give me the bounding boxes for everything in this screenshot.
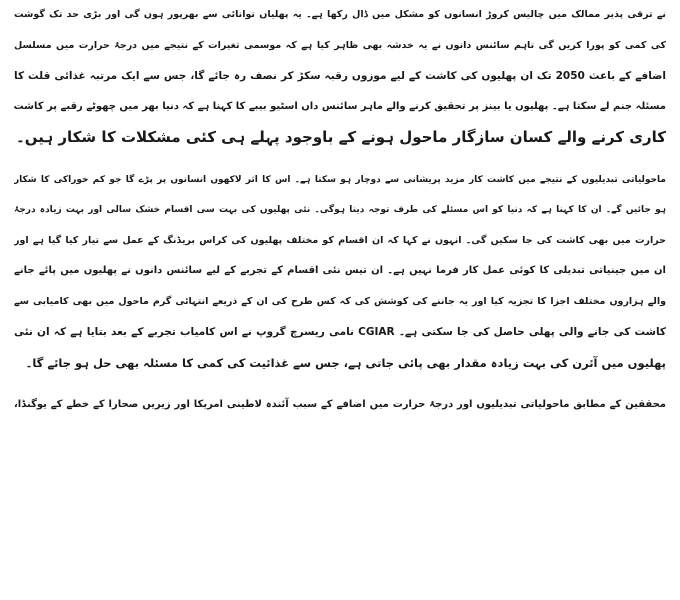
text-line: محققین کے مطابق ماحولیاتی تبدیلیوں اور درجۂ حرارت میں اضافے کے سبب آئندہ لاطینی امریکا اور زیریں صحارا کے خطے کے یوگنڈا، xyxy=(14,399,666,410)
text-line: ہو جائیں گے۔ ان کا کہنا ہے کہ دنیا کو اس مسئلے کی طرف توجہ دینا ہوگی۔ نئی پھلیوں کی بہت سی اقسام خشک سالی اور بہت زیادہ درجۂ xyxy=(14,205,666,215)
text-line: کاری کرنے والے کسان سازگار ماحول ہونے کے باوجود پہلے ہی کئی مشکلات کا شکار ہیں۔ xyxy=(16,128,666,146)
paragraph-2 xyxy=(14,165,666,379)
paragraph-spacer xyxy=(14,378,666,390)
text-line: کاشت کی جانے والی پھلی حاصل کی جا سکتی ہے۔ CGIAR نامی ریسرچ گروپ نے اس کامیاب تجربے کے بعد بتایا ہے کہ ان نئی xyxy=(14,326,666,338)
paragraph-spacer xyxy=(14,153,666,165)
text-line: کی کمی کو پورا کریں گی تاہم سائنس دانوں نے یہ خدشہ بھی ظاہر کیا ہے کہ موسمی تغیرات کے نتیجے میں درجۂ حرارت میں مسلسل xyxy=(14,39,666,51)
text-line: حرارت میں بھی کاشت کی جا سکیں گی۔ انہوں نے کہا کہ ان اقسام کو مختلف پھلیوں کی کراس بریڈنگ کے عمل سے تیار کیا گیا ہے اور xyxy=(14,234,666,246)
text-line: ان میں جینیاتی تبدیلی کا کوئی عمل کار فرما نہیں ہے۔ ان تیس نئی اقسام کے تجربے کے لیے سائنس دانوں نے پھلیوں میں پائے جانے xyxy=(14,265,666,276)
text-line: پھلیوں میں آئرن کی بہت زیادہ مقدار بھی پائی جاتی ہے، جس سے غذائیت کی کمی کا مسئلہ بھی حل ہو جائے گا۔ xyxy=(25,355,666,370)
text-line: ماحولیاتی تبدیلیوں کے نتیجے میں کاشت کار مزید پریشانی سے دوچار ہو سکتا ہے۔ اس کا اثر لاکھوں انسانوں پر پڑے گا جو کم خوراکی کا شکار xyxy=(14,174,666,185)
paragraph-1 xyxy=(14,0,666,153)
text-line: والے ہزاروں مختلف اجزا کا تجزیہ کیا اور یہ جاننے کی کوشش کی کہ کس طرح کی ان کے ذریعے انتہائی گرم ماحول میں بھی کامیابی سے xyxy=(14,295,666,307)
paragraph-3 xyxy=(14,390,666,421)
text-line: اضافے کے باعث 2050 تک ان پھلیوں کی کاشت کے لیے موزوں رقبہ سکڑ کر نصف رہ جائے گا، جس سے ایک مرتبہ غذائی قلت کا xyxy=(14,70,666,82)
article-body xyxy=(14,0,666,421)
text-line: نے ترقی پذیر ممالک میں چالیس کروڑ انسانوں کو مشکل میں ڈال رکھا ہے۔ یہ پھلیاں توانائی سے بھرپور ہوں گی اور بڑی حد تک گوشت xyxy=(14,9,666,20)
text-line: مسئلہ جنم لے سکتا ہے۔ پھلیوں یا بینز پر تحقیق کرنے والے ماہر سائنس داں اسٹیو بیبے کا کہنا ہے کہ دنیا بھر میں چھوٹے رقبے پر کاشت xyxy=(14,100,666,112)
